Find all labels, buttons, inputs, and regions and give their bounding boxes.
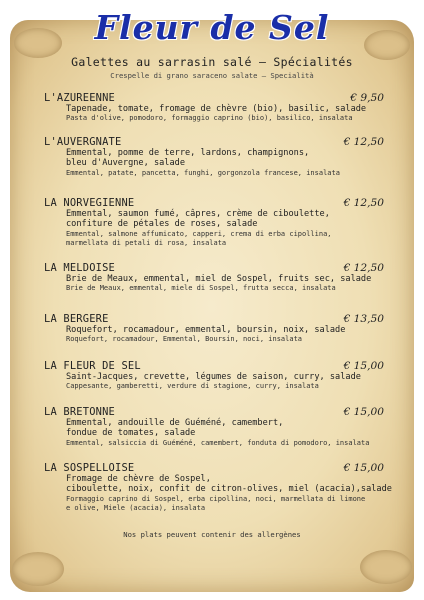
dish-description-fr [66,418,416,439]
dish-description-it [66,335,416,344]
dish-item [44,92,416,123]
dish-heading [44,462,384,474]
dish-name: LA MELDOISE [44,262,116,274]
dish-description-it [66,114,416,123]
scroll-curl-bottom-right [360,550,412,584]
description-line: Roquefort, rocamadour, emmental, boursin, noix, salade [66,325,346,335]
dish-description-fr [66,474,416,495]
dish-name: LA BRETONNE [44,406,116,418]
dish-description-fr [66,325,416,335]
dish-description-fr [66,104,416,114]
description-line-italian: Cappesante, gamberetti, verdure di stagione, curry, insalata [66,382,319,391]
dish-name: LA SOSPELLOISE [44,462,135,474]
dish-description-it [66,169,416,178]
dish-heading [44,262,384,274]
description-line-italian: Roquefort, rocamadour, Emmental, Boursin, noci, insalata [66,335,303,344]
dish-name: L'AZUREENNE [44,92,116,104]
description-line: bleu d'Auvergne, salade [66,158,185,169]
dish-name: L'AUVERGNATE [44,136,122,148]
allergen-note: Nos plats peuvent contenir des allergènes [123,530,301,539]
dish-price: € 15,00 [343,360,384,372]
dish-price: € 13,50 [343,313,384,325]
dish-description-fr [66,274,416,284]
description-line-italian: Brie de Meaux, emmental, miele di Sospel, frutta secca, insalata [66,284,336,293]
dish-price: € 12,50 [343,136,384,148]
dish-description-fr [66,372,416,382]
dish-item [44,262,416,293]
section-subtitle: Crespelle di grano saraceno salate – Specialità [110,71,314,80]
dish-price: € 12,50 [343,262,384,274]
description-line-italian: Emmental, salsiccia di Guéméné, camembert, fonduta di pomodoro, insalata [66,438,370,447]
description-line-italian: Pasta d'olive, pomodoro, formaggio caprino (bio), basilico, insalata [66,114,353,123]
dish-heading [44,136,384,148]
description-line: Emmental, andouille de Guéméné, camembert, [66,418,284,428]
dish-price: € 9,50 [350,92,384,104]
dish-item [44,462,416,512]
description-line-italian: Emmental, salmone affumicato, capperi, crema di erba cipollina, [66,229,332,238]
dish-description-it [66,382,416,391]
description-line: Emmental, pomme de terre, lardons, champignons, [66,148,310,158]
dish-heading [44,313,384,325]
description-line-italian: Formaggio caprino di Sospel, erba cipollina, noci, marmellata di limone [66,494,366,503]
description-line-italian: marmellata di petali di rosa, insalata [66,238,227,247]
dish-description-it [66,284,416,293]
dish-description-it [66,230,416,248]
description-line: Emmental, saumon fumé, câpres, crème de ciboulette, [66,209,330,219]
dish-description-it [66,495,416,513]
dish-heading [44,406,384,418]
description-line: Saint-Jacques, crevette, légumes de saison, curry, salade [66,372,361,382]
dish-name: LA FLEUR DE SEL [44,360,141,372]
description-line: ciboulette, noix, confit de citron-olives, miel (acacia),salade [66,484,392,495]
dish-description-fr [66,148,416,169]
dish-description-fr [66,209,416,230]
dish-item [44,360,416,391]
dish-name: LA BERGERE [44,313,109,325]
description-line: fondue de tomates, salade [66,428,196,439]
description-line: Tapenade, tomate, fromage de chèvre (bio), basilic, salade [66,104,367,114]
dish-heading [44,92,384,104]
dish-name: LA NORVEGIENNE [44,197,135,209]
scroll-curl-bottom-left [12,552,64,586]
dish-item [44,313,416,344]
dish-item [44,136,416,178]
description-line: Brie de Meaux, emmental, miel de Sospel, fruits sec, salade [66,274,372,284]
description-line-italian: Emmental, patate, pancetta, funghi, gorgonzola francese, insalata [66,168,340,177]
dish-item [44,406,416,448]
description-line: Fromage de chèvre de Sospel, [66,474,211,484]
restaurant-title: Fleur de Sel [94,8,330,47]
dish-price: € 15,00 [343,406,384,418]
menu-header [0,55,424,80]
dish-description-it [66,439,416,448]
dish-heading [44,197,384,209]
dish-item [44,197,416,247]
dish-heading [44,360,384,372]
description-line-italian: e olive, Miele (acacia), insalata [66,503,206,512]
section-title: Galettes au sarrasin salé – Spécialités [71,55,353,69]
dish-price: € 15,00 [343,462,384,474]
dish-price: € 12,50 [343,197,384,209]
description-line: confiture de pétales de roses, salade [66,219,258,230]
